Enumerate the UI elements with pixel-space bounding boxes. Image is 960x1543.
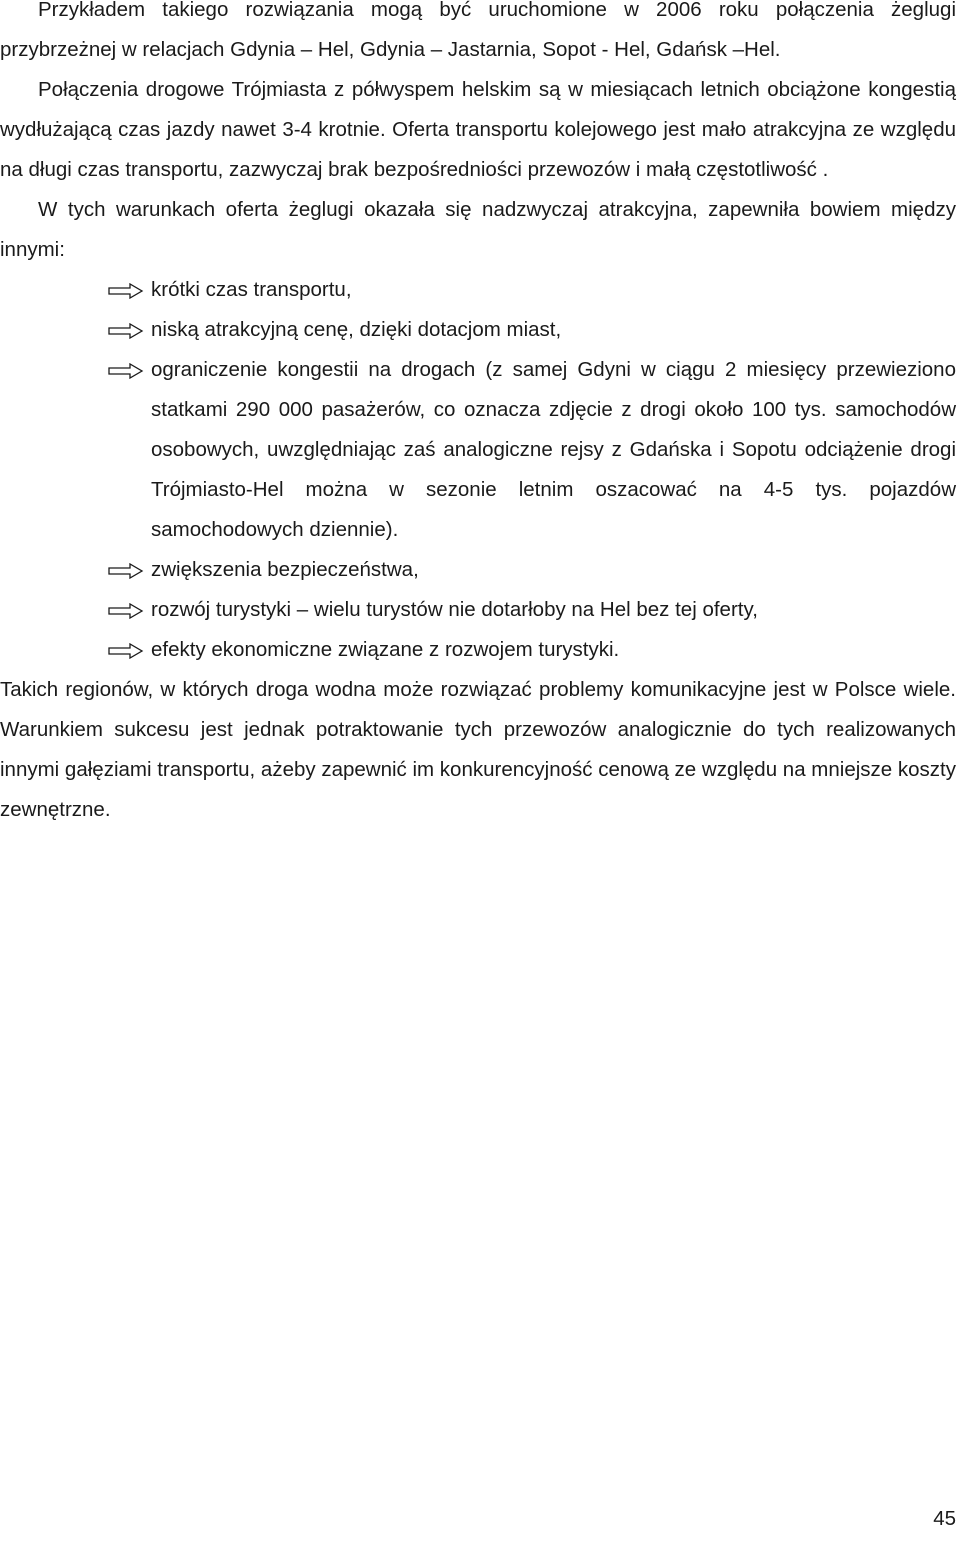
paragraph-road-rail-conditions: Połączenia drogowe Trójmiasta z półwyspem helskim są w miesiącach letnich obciążone kongestią wydłużającą czas jazdy nawet 3-4 krotnie. Oferta transportu kolejowego jest mało atrakcyjna ze względu na długi czas transportu, zazwyczaj brak bezpośredniości przewozów i małą częstotliwość . bbox=[0, 78, 956, 181]
list-item-text: niską atrakcyjną cenę, dzięki dotacjom miast, bbox=[151, 318, 562, 341]
list-item bbox=[0, 350, 956, 550]
list-item-text: efekty ekonomiczne związane z rozwojem turystyki. bbox=[151, 638, 620, 661]
list-item bbox=[0, 310, 956, 350]
paragraph-conclusion: Takich regionów, w których droga wodna może rozwiązać problemy komunikacyjne jest w Polsce wiele. Warunkiem sukcesu jest jednak potraktowanie tych przewozów analogicznie do tych realizowanych innymi gałęziami transportu, ażeby zapewnić im konkurencyjność cenową ze względu na mniejsze koszty zewnętrzne. bbox=[0, 678, 956, 821]
outline-arrow-right-icon bbox=[108, 643, 144, 659]
list-item bbox=[0, 630, 956, 670]
outline-arrow-right-icon bbox=[108, 363, 144, 379]
outline-arrow-right-icon bbox=[108, 323, 144, 339]
list-item-text: zwiększenia bezpieczeństwa, bbox=[151, 558, 419, 581]
list-item bbox=[0, 590, 956, 630]
list-item-text: rozwój turystyki – wielu turystów nie dotarłoby na Hel bez tej oferty, bbox=[151, 598, 758, 621]
paragraph-example-connections: Przykładem takiego rozwiązania mogą być uruchomione w 2006 roku połączenia żeglugi przybrzeżnej w relacjach Gdynia – Hel, Gdynia – Jastarnia, Sopot - Hel, Gdańsk –Hel. bbox=[0, 0, 956, 61]
benefits-list bbox=[0, 270, 956, 670]
list-item bbox=[0, 270, 956, 310]
list-item bbox=[0, 550, 956, 590]
page-number: 45 bbox=[933, 1507, 956, 1530]
outline-arrow-right-icon bbox=[108, 283, 144, 299]
list-item-text: krótki czas transportu, bbox=[151, 278, 352, 301]
paragraph-shipping-benefits-intro: W tych warunkach oferta żeglugi okazała się nadzwyczaj atrakcyjna, zapewniła bowiem między innymi: bbox=[0, 198, 956, 261]
outline-arrow-right-icon bbox=[108, 563, 144, 579]
list-item-text: ograniczenie kongestii na drogach (z samej Gdyni w ciągu 2 miesięcy przewieziono statkami 290 000 pasażerów, co oznacza zdjęcie z drogi około 100 tys. samochodów osobowych, uwzględniając zaś analogiczne rejsy z Gdańska i Sopotu odciążenie drogi Trójmiasto-Hel można w sezonie letnim oszacować na 4-5 tys. pojazdów samochodowych dziennie). bbox=[151, 358, 956, 541]
outline-arrow-right-icon bbox=[108, 603, 144, 619]
